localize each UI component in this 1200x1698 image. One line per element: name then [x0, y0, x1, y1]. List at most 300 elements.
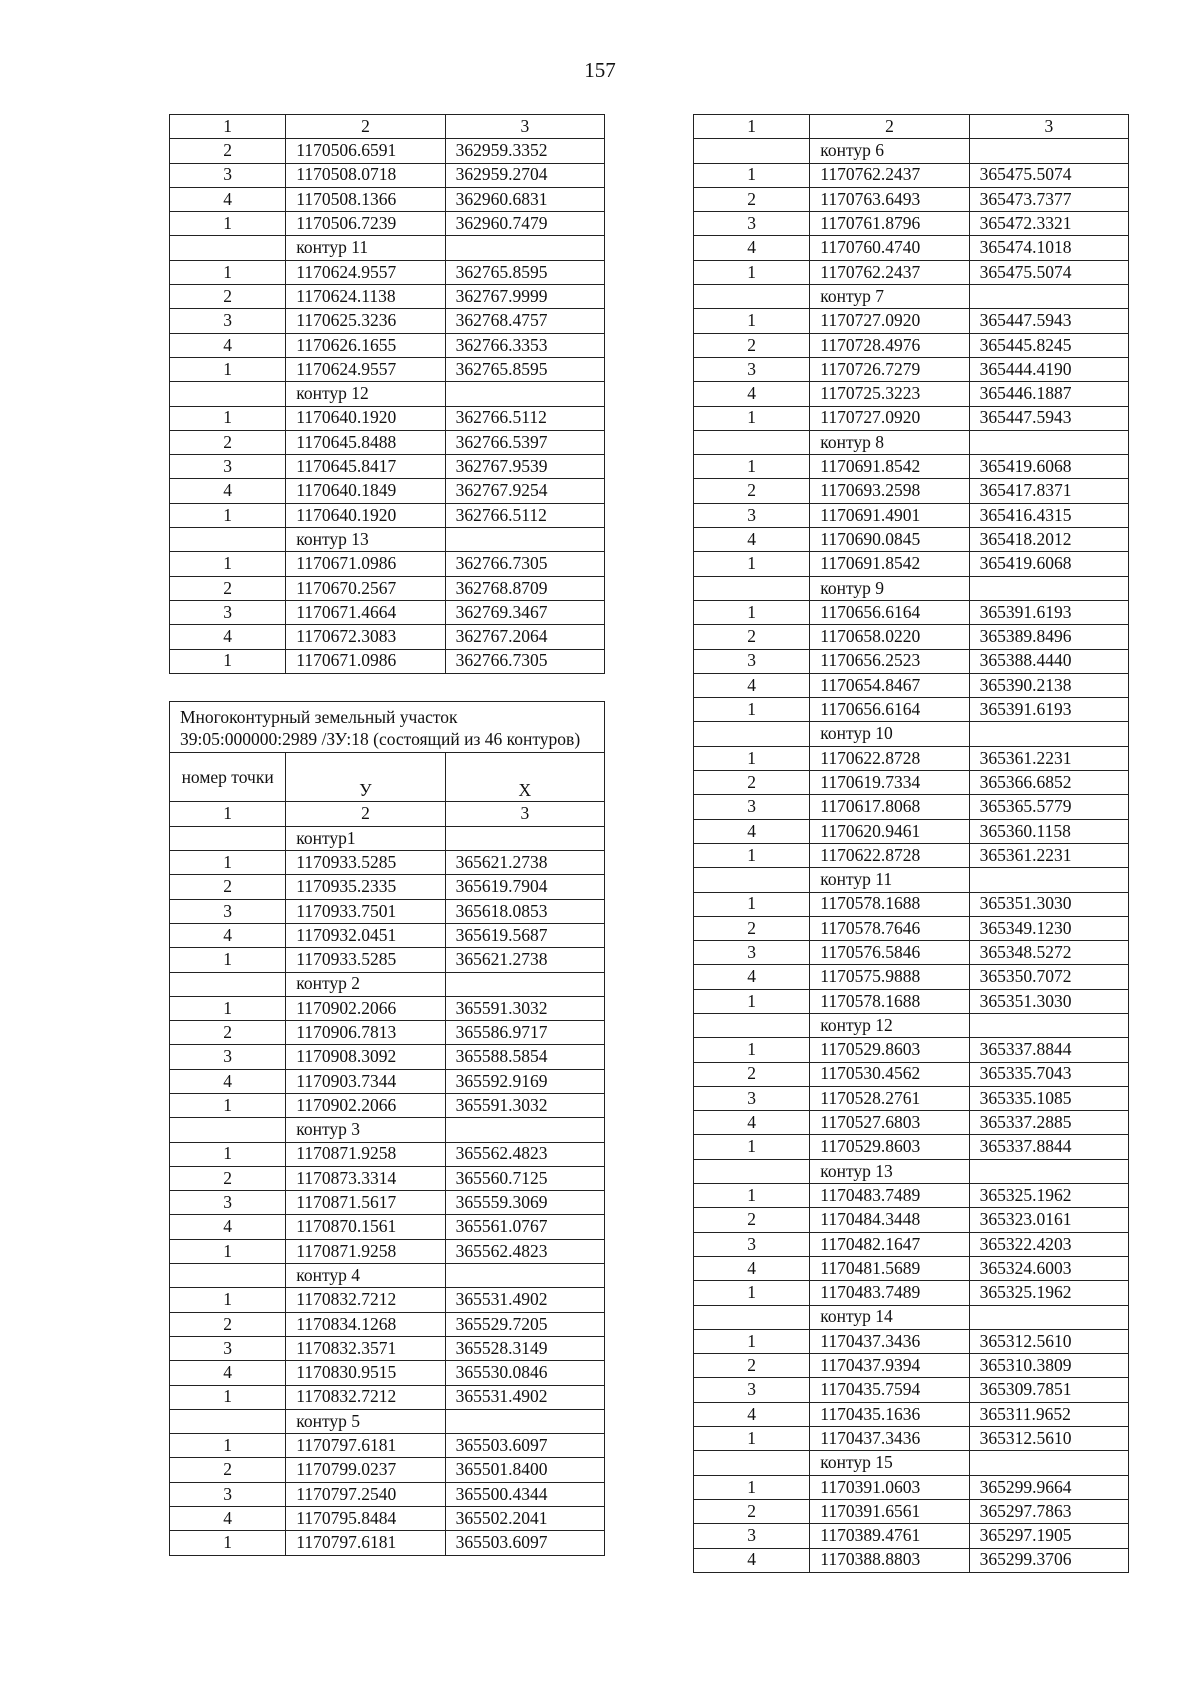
table-row	[694, 795, 1129, 819]
table-row	[170, 503, 605, 527]
x-coordinate-cell: 362767.9999	[445, 285, 604, 309]
left-top-body	[170, 115, 605, 674]
table-row	[170, 163, 605, 187]
point-number-cell: 1	[170, 357, 286, 381]
contour-label: контур 13	[286, 528, 445, 552]
contour-label: контур 5	[286, 1409, 445, 1433]
x-coordinate-cell: 365621.2738	[445, 851, 604, 875]
x-coordinate-cell: 362767.9539	[445, 455, 604, 479]
y-coordinate-cell: 1170832.3571	[286, 1336, 445, 1360]
x-coordinate-header: Х	[445, 753, 604, 802]
y-coordinate-cell: 1170727.0920	[810, 406, 969, 430]
column-number-row	[170, 802, 605, 826]
point-number-cell: 1	[694, 406, 810, 430]
table-row	[170, 333, 605, 357]
y-coordinate-cell: 1170830.9515	[286, 1361, 445, 1385]
x-coordinate-cell: 365419.6068	[969, 455, 1128, 479]
y-coordinate-cell: 1170388.8803	[810, 1548, 969, 1572]
point-number-cell: 4	[170, 333, 286, 357]
table-row	[694, 357, 1129, 381]
point-number-cell: 2	[694, 625, 810, 649]
contour-blank-cell	[445, 1118, 604, 1142]
column-number-3: 3	[445, 802, 604, 826]
point-number-cell: 1	[694, 309, 810, 333]
x-coordinate-cell: 365365.5779	[969, 795, 1128, 819]
y-coordinate-cell: 1170625.3236	[286, 309, 445, 333]
point-number-cell: 4	[694, 382, 810, 406]
table-row	[170, 1094, 605, 1118]
table-row	[170, 600, 605, 624]
point-number-cell: 1	[694, 260, 810, 284]
y-coordinate-cell: 1170795.8484	[286, 1507, 445, 1531]
table-row	[694, 1378, 1129, 1402]
x-coordinate-cell: 365619.7904	[445, 875, 604, 899]
x-coordinate-cell: 362766.5397	[445, 430, 604, 454]
point-number-cell: 2	[694, 1499, 810, 1523]
x-coordinate-cell: 365618.0853	[445, 899, 604, 923]
contour-blank-cell	[445, 382, 604, 406]
y-coordinate-cell: 1170622.8728	[810, 746, 969, 770]
table-row	[170, 576, 605, 600]
x-coordinate-cell: 365348.5272	[969, 941, 1128, 965]
table-row	[170, 923, 605, 947]
table-row	[694, 236, 1129, 260]
y-coordinate-header: У	[286, 753, 445, 802]
table-row	[170, 552, 605, 576]
contour-label: контур 7	[810, 285, 969, 309]
y-coordinate-cell: 1170763.6493	[810, 187, 969, 211]
contour-row	[694, 430, 1129, 454]
y-coordinate-cell: 1170645.8417	[286, 455, 445, 479]
point-number-cell: 4	[170, 1069, 286, 1093]
point-number-cell: 1	[170, 1385, 286, 1409]
x-coordinate-cell: 365531.4902	[445, 1385, 604, 1409]
table-row	[170, 1312, 605, 1336]
y-coordinate-cell: 1170482.1647	[810, 1232, 969, 1256]
x-coordinate-cell: 365502.2041	[445, 1507, 604, 1531]
y-coordinate-cell: 1170902.2066	[286, 1094, 445, 1118]
table-row	[694, 1086, 1129, 1110]
point-number-cell: 2	[694, 333, 810, 357]
contour-blank-cell	[694, 1305, 810, 1329]
contour-row	[170, 826, 605, 850]
point-number-cell: 1	[694, 1184, 810, 1208]
contour-row	[694, 868, 1129, 892]
y-coordinate-cell: 1170528.2761	[810, 1086, 969, 1110]
contour-row	[694, 1305, 1129, 1329]
table-row	[170, 1507, 605, 1531]
contour-blank-cell	[969, 576, 1128, 600]
y-coordinate-cell: 1170762.2437	[810, 163, 969, 187]
point-number-cell: 3	[170, 1482, 286, 1506]
point-number-cell: 3	[694, 1086, 810, 1110]
x-coordinate-cell: 365351.3030	[969, 892, 1128, 916]
x-coordinate-cell: 365311.9652	[969, 1402, 1128, 1426]
point-number-cell: 1	[170, 406, 286, 430]
point-number-cell: 1	[694, 1281, 810, 1305]
x-coordinate-cell: 365591.3032	[445, 996, 604, 1020]
x-coordinate-cell: 362768.8709	[445, 576, 604, 600]
y-coordinate-cell: 1170578.1688	[810, 892, 969, 916]
point-number-cell: 1	[170, 1239, 286, 1263]
point-number-cell: 1	[694, 1038, 810, 1062]
x-coordinate-cell: 365528.3149	[445, 1336, 604, 1360]
contour-row	[170, 1264, 605, 1288]
point-number-cell: 1	[170, 260, 286, 284]
x-coordinate-cell: 365388.4440	[969, 649, 1128, 673]
y-coordinate-cell: 1170506.7239	[286, 212, 445, 236]
x-coordinate-cell: 365588.5854	[445, 1045, 604, 1069]
x-coordinate-cell: 365366.6852	[969, 771, 1128, 795]
y-coordinate-cell: 1170626.1655	[286, 333, 445, 357]
x-coordinate-cell: 362766.5112	[445, 503, 604, 527]
table-row	[170, 625, 605, 649]
x-coordinate-cell: 365325.1962	[969, 1281, 1128, 1305]
x-coordinate-cell: 365473.7377	[969, 187, 1128, 211]
point-number-cell: 1	[170, 1288, 286, 1312]
point-number-cell: 4	[694, 1402, 810, 1426]
x-coordinate-cell: 365501.8400	[445, 1458, 604, 1482]
y-coordinate-cell: 1170527.6803	[810, 1111, 969, 1135]
point-number-cell: 4	[694, 528, 810, 552]
x-coordinate-cell: 365335.7043	[969, 1062, 1128, 1086]
y-coordinate-cell: 1170658.0220	[810, 625, 969, 649]
column-number-2: 2	[286, 115, 445, 139]
table-row	[170, 899, 605, 923]
point-number-cell: 4	[170, 1215, 286, 1239]
point-number-cell: 1	[170, 1142, 286, 1166]
right-body	[694, 115, 1129, 1573]
x-coordinate-cell: 365530.0846	[445, 1361, 604, 1385]
point-number-cell: 1	[694, 163, 810, 187]
contour-row	[694, 285, 1129, 309]
y-coordinate-cell: 1170435.1636	[810, 1402, 969, 1426]
point-number-cell: 2	[694, 1354, 810, 1378]
y-coordinate-cell: 1170933.5285	[286, 948, 445, 972]
contour-blank-cell	[694, 1451, 810, 1475]
point-number-cell: 2	[694, 771, 810, 795]
contour-row	[694, 722, 1129, 746]
y-coordinate-cell: 1170832.7212	[286, 1385, 445, 1409]
x-coordinate-cell: 365350.7072	[969, 965, 1128, 989]
contour-blank-cell	[170, 1409, 286, 1433]
contour-label: контур1	[286, 826, 445, 850]
column-number-1: 1	[170, 115, 286, 139]
table-row	[170, 1166, 605, 1190]
y-coordinate-cell: 1170624.9557	[286, 260, 445, 284]
point-number-cell: 3	[694, 941, 810, 965]
point-number-cell: 2	[170, 285, 286, 309]
y-coordinate-cell: 1170797.6181	[286, 1434, 445, 1458]
contour-blank-cell	[694, 1159, 810, 1183]
table-row	[170, 1215, 605, 1239]
x-coordinate-cell: 362960.7479	[445, 212, 604, 236]
table-row	[694, 455, 1129, 479]
point-number-cell: 3	[694, 503, 810, 527]
table-row	[170, 1361, 605, 1385]
table-row	[694, 843, 1129, 867]
table-row	[170, 406, 605, 430]
point-number-cell: 3	[694, 357, 810, 381]
column-number-3: 3	[969, 115, 1128, 139]
x-coordinate-cell: 365446.1887	[969, 382, 1128, 406]
table-row	[694, 649, 1129, 673]
point-number-cell: 3	[694, 795, 810, 819]
contour-blank-cell	[969, 722, 1128, 746]
point-number-cell: 2	[170, 1312, 286, 1336]
table-row	[694, 333, 1129, 357]
x-coordinate-cell: 365349.1230	[969, 916, 1128, 940]
point-number-cell: 1	[694, 746, 810, 770]
y-coordinate-cell: 1170624.9557	[286, 357, 445, 381]
x-coordinate-cell: 365475.5074	[969, 260, 1128, 284]
x-coordinate-cell: 365337.8844	[969, 1135, 1128, 1159]
x-coordinate-cell: 365560.7125	[445, 1166, 604, 1190]
x-coordinate-cell: 365591.3032	[445, 1094, 604, 1118]
contour-row	[170, 1118, 605, 1142]
y-coordinate-cell: 1170670.2567	[286, 576, 445, 600]
table-row	[170, 260, 605, 284]
y-coordinate-cell: 1170908.3092	[286, 1045, 445, 1069]
contour-blank-cell	[969, 868, 1128, 892]
point-number-cell: 2	[694, 916, 810, 940]
y-coordinate-cell: 1170762.2437	[810, 260, 969, 284]
table-row	[694, 600, 1129, 624]
contour-blank-cell	[969, 285, 1128, 309]
table-row	[170, 139, 605, 163]
point-number-cell: 1	[170, 1531, 286, 1555]
table-row	[694, 989, 1129, 1013]
table-row	[694, 1354, 1129, 1378]
point-number-cell: 4	[170, 625, 286, 649]
table-row	[694, 528, 1129, 552]
contour-label: контур 6	[810, 139, 969, 163]
y-coordinate-cell: 1170529.8603	[810, 1135, 969, 1159]
y-coordinate-cell: 1170933.7501	[286, 899, 445, 923]
x-coordinate-cell: 365503.6097	[445, 1531, 604, 1555]
column-title-row	[170, 753, 605, 802]
contour-label: контур 13	[810, 1159, 969, 1183]
y-coordinate-cell: 1170624.1138	[286, 285, 445, 309]
contour-blank-cell	[170, 972, 286, 996]
point-number-cell: 3	[170, 163, 286, 187]
contour-blank-cell	[694, 868, 810, 892]
point-number-cell: 4	[170, 1507, 286, 1531]
point-number-cell: 4	[694, 1548, 810, 1572]
table-row	[170, 1239, 605, 1263]
contour-row	[694, 1013, 1129, 1037]
table-row	[694, 892, 1129, 916]
point-number-cell: 2	[170, 1458, 286, 1482]
point-number-cell: 3	[170, 455, 286, 479]
table-row	[170, 479, 605, 503]
y-coordinate-cell: 1170617.8068	[810, 795, 969, 819]
table-row	[694, 406, 1129, 430]
table-row	[694, 673, 1129, 697]
point-number-cell: 1	[170, 212, 286, 236]
table-row	[694, 1499, 1129, 1523]
contour-blank-cell	[170, 528, 286, 552]
x-coordinate-cell: 362769.3467	[445, 600, 604, 624]
x-coordinate-cell: 365322.4203	[969, 1232, 1128, 1256]
y-coordinate-cell: 1170530.4562	[810, 1062, 969, 1086]
contour-label: контур 11	[286, 236, 445, 260]
point-number-cell: 2	[170, 1166, 286, 1190]
table-row	[694, 382, 1129, 406]
x-coordinate-cell: 365309.7851	[969, 1378, 1128, 1402]
parcel-coordinates-table	[169, 701, 605, 1556]
contour-row	[170, 236, 605, 260]
point-number-cell: 4	[170, 1361, 286, 1385]
y-coordinate-cell: 1170622.8728	[810, 843, 969, 867]
y-coordinate-cell: 1170902.2066	[286, 996, 445, 1020]
point-number-cell: 4	[170, 187, 286, 211]
point-number-cell: 3	[170, 600, 286, 624]
table-row	[170, 1531, 605, 1555]
x-coordinate-cell: 365474.1018	[969, 236, 1128, 260]
point-number-cell: 1	[694, 698, 810, 722]
left-coordinates-table-continued	[169, 114, 605, 674]
table-row	[170, 851, 605, 875]
y-coordinate-cell: 1170483.7489	[810, 1184, 969, 1208]
contour-blank-cell	[969, 430, 1128, 454]
table-row	[694, 625, 1129, 649]
y-coordinate-cell: 1170797.2540	[286, 1482, 445, 1506]
contour-blank-cell	[445, 236, 604, 260]
x-coordinate-cell: 365621.2738	[445, 948, 604, 972]
y-coordinate-cell: 1170797.6181	[286, 1531, 445, 1555]
x-coordinate-cell: 362959.3352	[445, 139, 604, 163]
point-number-cell: 1	[170, 851, 286, 875]
y-coordinate-cell: 1170578.1688	[810, 989, 969, 1013]
point-number-cell: 1	[694, 843, 810, 867]
x-coordinate-cell: 365418.2012	[969, 528, 1128, 552]
table-row	[694, 1111, 1129, 1135]
y-coordinate-cell: 1170484.3448	[810, 1208, 969, 1232]
table-row	[170, 212, 605, 236]
table-row	[170, 1482, 605, 1506]
y-coordinate-cell: 1170725.3223	[810, 382, 969, 406]
table-row	[170, 1045, 605, 1069]
contour-blank-cell	[445, 528, 604, 552]
point-number-cell: 2	[170, 875, 286, 899]
table-row	[170, 1288, 605, 1312]
table-row	[694, 1329, 1129, 1353]
table-row	[170, 430, 605, 454]
x-coordinate-cell: 365416.4315	[969, 503, 1128, 527]
point-number-cell: 1	[694, 1475, 810, 1499]
contour-blank-cell	[694, 430, 810, 454]
contour-label: контур 8	[810, 430, 969, 454]
x-coordinate-cell: 365562.4823	[445, 1142, 604, 1166]
x-coordinate-cell: 365500.4344	[445, 1482, 604, 1506]
column-number-3: 3	[445, 115, 604, 139]
table-row	[170, 1434, 605, 1458]
contour-label: контур 4	[286, 1264, 445, 1288]
x-coordinate-cell: 365389.8496	[969, 625, 1128, 649]
point-number-cell: 4	[694, 965, 810, 989]
y-coordinate-cell: 1170437.9394	[810, 1354, 969, 1378]
table-row	[694, 1208, 1129, 1232]
point-number-cell: 1	[694, 455, 810, 479]
x-coordinate-cell: 365559.3069	[445, 1191, 604, 1215]
y-coordinate-cell: 1170575.9888	[810, 965, 969, 989]
table-row	[694, 1427, 1129, 1451]
table-row	[694, 1256, 1129, 1280]
table-row	[694, 309, 1129, 333]
x-coordinate-cell: 365351.3030	[969, 989, 1128, 1013]
table-row	[694, 1184, 1129, 1208]
x-coordinate-cell: 362767.2064	[445, 625, 604, 649]
point-number-cell: 4	[694, 819, 810, 843]
point-number-cell: 1	[170, 552, 286, 576]
x-coordinate-cell: 365391.6193	[969, 698, 1128, 722]
right-coordinates-table	[693, 114, 1129, 1573]
x-coordinate-cell: 365297.1905	[969, 1524, 1128, 1548]
point-number-cell: 3	[694, 1232, 810, 1256]
contour-blank-cell	[694, 139, 810, 163]
contour-row	[170, 972, 605, 996]
x-coordinate-cell: 365360.1158	[969, 819, 1128, 843]
y-coordinate-cell: 1170576.5846	[810, 941, 969, 965]
table-row	[170, 1458, 605, 1482]
x-coordinate-cell: 365619.5687	[445, 923, 604, 947]
contour-blank-cell	[969, 1305, 1128, 1329]
y-coordinate-cell: 1170672.3083	[286, 625, 445, 649]
y-coordinate-cell: 1170671.0986	[286, 552, 445, 576]
table-row	[694, 1135, 1129, 1159]
table-row	[170, 309, 605, 333]
contour-blank-cell	[170, 236, 286, 260]
y-coordinate-cell: 1170656.6164	[810, 698, 969, 722]
table-row	[694, 1548, 1129, 1572]
column-number-2: 2	[286, 802, 445, 826]
y-coordinate-cell: 1170645.8488	[286, 430, 445, 454]
point-number-cell: 2	[170, 1021, 286, 1045]
y-coordinate-cell: 1170691.8542	[810, 552, 969, 576]
x-coordinate-cell: 365417.8371	[969, 479, 1128, 503]
point-number-cell: 4	[170, 479, 286, 503]
y-coordinate-cell: 1170389.4761	[810, 1524, 969, 1548]
contour-label: контур 10	[810, 722, 969, 746]
contour-blank-cell	[969, 1013, 1128, 1037]
x-coordinate-cell: 365299.3706	[969, 1548, 1128, 1572]
y-coordinate-cell: 1170690.0845	[810, 528, 969, 552]
column-number-row	[694, 115, 1129, 139]
table-row	[694, 819, 1129, 843]
contour-label: контур 12	[810, 1013, 969, 1037]
point-number-cell: 3	[170, 1045, 286, 1069]
x-coordinate-cell: 362765.8595	[445, 357, 604, 381]
table-row	[170, 1191, 605, 1215]
table-row	[694, 187, 1129, 211]
point-number-cell: 3	[694, 1524, 810, 1548]
page-number: 157	[584, 58, 616, 82]
x-coordinate-cell: 365586.9717	[445, 1021, 604, 1045]
point-number-cell: 2	[694, 1062, 810, 1086]
y-coordinate-cell: 1170761.8796	[810, 212, 969, 236]
point-number-cell: 2	[170, 139, 286, 163]
contour-blank-cell	[170, 1118, 286, 1142]
table-row	[694, 1281, 1129, 1305]
contour-blank-cell	[694, 1013, 810, 1037]
contour-blank-cell	[445, 1264, 604, 1288]
point-number-cell: 1	[694, 1427, 810, 1451]
y-coordinate-cell: 1170671.0986	[286, 649, 445, 673]
x-coordinate-cell: 365361.2231	[969, 843, 1128, 867]
contour-blank-cell	[969, 139, 1128, 163]
point-number-cell: 1	[170, 996, 286, 1020]
